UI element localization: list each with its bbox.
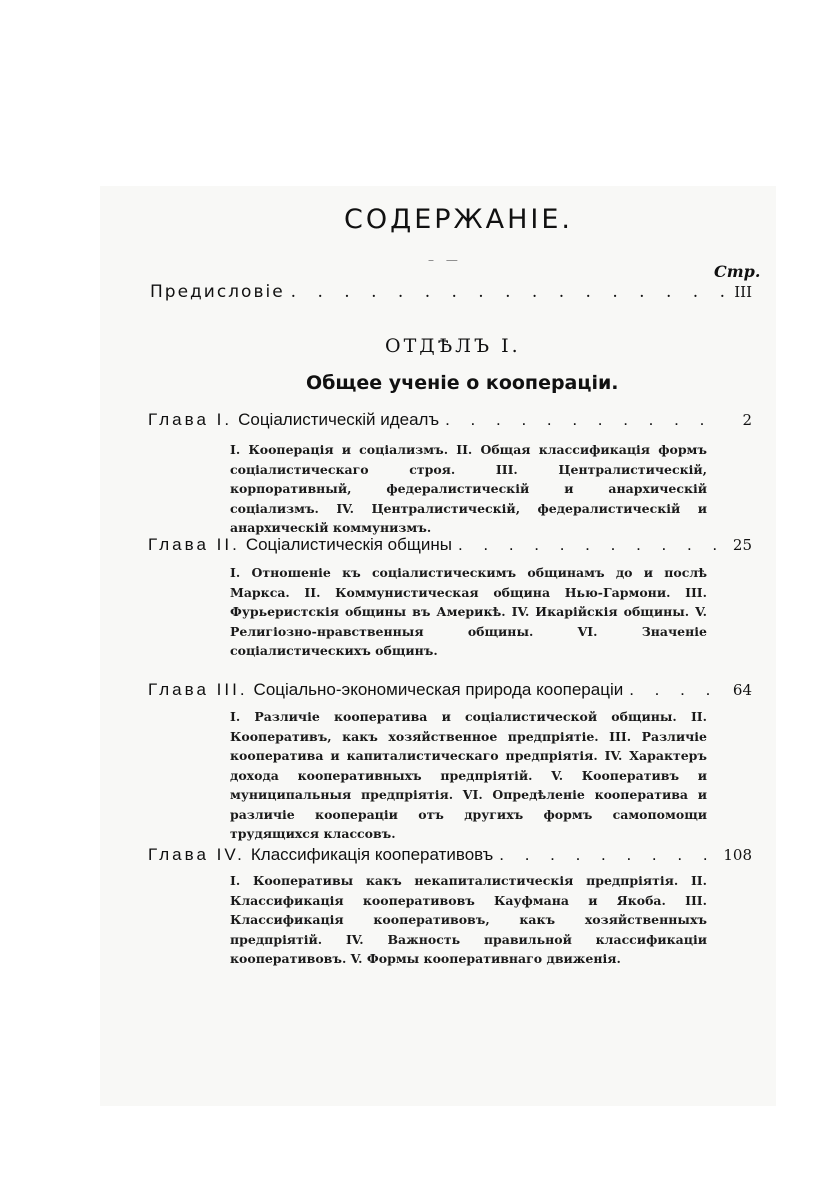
chapter-page: 2	[742, 411, 752, 429]
page-column-label: Стр.	[714, 262, 761, 281]
toc-title: СОДЕРЖАНІЕ.	[344, 204, 574, 235]
dot-leader	[439, 410, 718, 430]
chapter-title: Классификація кооперативовъ	[250, 845, 494, 864]
chapter-title: Соціалистическій идеалъ	[238, 410, 440, 429]
chapter-title: Соціалистическія общины	[245, 535, 452, 554]
chapter-label: Глава IV.	[148, 845, 245, 864]
chapter-label: Глава I.	[148, 410, 233, 429]
chapter-title: Соціально-экономическая природа коопераціи	[253, 680, 624, 699]
dot-leader	[623, 680, 718, 700]
dot-leader	[452, 535, 718, 555]
toc-entry-preface[interactable]	[150, 282, 752, 302]
preface-page: III	[734, 283, 752, 301]
toc-entry-chapter-1[interactable]	[148, 410, 752, 430]
toc-entry-chapter-4[interactable]	[148, 845, 752, 865]
chapter-label: Глава III.	[148, 680, 248, 699]
chapter-page: 108	[723, 846, 752, 864]
chapter-3-summary: I. Различіе кооператива и соціалистической общины. II. Кооперативъ, какъ хозяйственное предпріятіе. III. Различіе кооператива и капиталистическаго предпріятія. IV. Характеръ дохода кооперативныхъ предпріятій. V. Кооперативъ и муниципальныя предпріятія. VI. Опредѣленіе кооператива и различіе коопераціи отъ другихъ формъ самопомощи трудящихся классовъ.	[230, 709, 707, 841]
preface-label: Предисловіе	[150, 282, 285, 302]
dot-leader	[285, 282, 735, 302]
section-title: Общее ученіе о коопераціи.	[306, 372, 619, 394]
dot-leader	[493, 845, 718, 865]
chapter-1-summary: I. Кооперація и соціализмъ. II. Общая классификація формъ соціалистическаго строя. III. Централистическій, корпоративный, федералистическій и анархическій соціализмъ. IV. Централистическій, федералистическій и анархическій коммунизмъ.	[230, 442, 707, 535]
chapter-2-summary: I. Отношеніе къ соціалистическимъ общинамъ до и послѣ Маркса. II. Коммунистическая община Нью-Гармони. III. Фурьеристскія общины въ Америкѣ. IV. Икарійскія общины. V. Религіозно-нравственныя общины. VI. Значеніе соціалистическихъ общинъ.	[230, 565, 707, 658]
chapter-4-summary: I. Кооперативы какъ некапиталистическія предпріятія. II. Классификація кооперативовъ Кауфмана и Якоба. III. Классификація кооперативовъ, какъ хозяйственныхъ предпріятій. IV. Важность правильной классификаціи кооперативовъ. V. Формы кооперативнаго движенія.	[230, 873, 707, 966]
title-separator: – —	[428, 253, 462, 267]
chapter-label: Глава II.	[148, 535, 240, 554]
chapter-page: 64	[732, 681, 752, 699]
toc-entry-chapter-3[interactable]	[148, 680, 752, 700]
section-heading: ОТДѢЛЪ I.	[385, 335, 521, 357]
chapter-page: 25	[732, 536, 752, 554]
toc-entry-chapter-2[interactable]	[148, 535, 752, 555]
